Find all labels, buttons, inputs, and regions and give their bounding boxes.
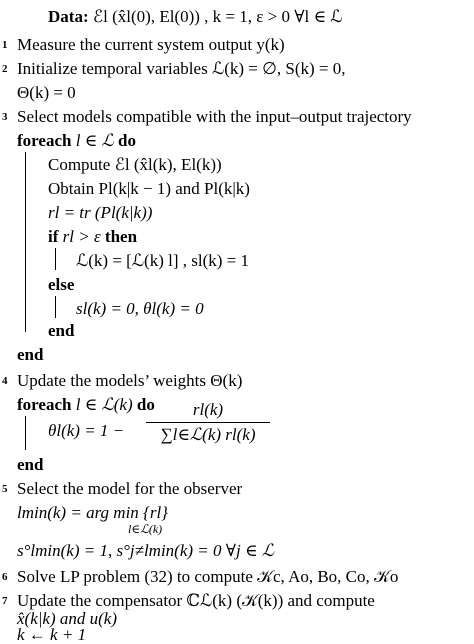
step-6-number: 6 (2, 571, 8, 583)
step-2-text: Initialize temporal variables ℒ(k) = ∅, S(k) = 0, (17, 59, 346, 78)
rl-line: rl = tr (Pl(k|k)) (48, 203, 153, 222)
foreach-keyword-2: foreach (17, 395, 72, 414)
end-if-keyword: end (48, 321, 75, 340)
if-line (48, 226, 137, 248)
if-bar (55, 248, 56, 270)
else-statement: sl(k) = 0, θl(k) = 0 (76, 299, 204, 318)
end-foreach-1: end (17, 345, 44, 364)
loop-2-bar (25, 416, 26, 450)
theta-denominator: ∑l∈ℒ(k) rl(k) (160, 425, 256, 444)
do-keyword: do (118, 131, 136, 150)
foreach-1 (17, 130, 136, 152)
argmin-subscript: l∈ℒ(k) (128, 522, 163, 536)
step-3-text: Select models compatible with the input–output trajectory (17, 107, 412, 126)
data-text: ℰl (x̂l(0), El(0)) , k = 1, ε > 0 ∀l ∈ ℒ (92, 7, 343, 26)
step-1-number: 1 (2, 39, 8, 51)
fraction-rule (146, 422, 270, 423)
step-6-text: Solve LP problem (32) to compute 𝒦c, Ao, Bo, Co, 𝒦o (17, 567, 399, 586)
foreach-2 (17, 394, 155, 416)
step-5-text: Select the model for the observer (17, 479, 243, 498)
theta-lhs: θl(k) = 1 − (48, 421, 125, 440)
do-keyword-2: do (136, 395, 155, 414)
loop-1-bar (25, 152, 26, 332)
step-2-continuation: Θ(k) = 0 (17, 83, 76, 102)
step-4-number: 4 (2, 375, 8, 387)
then-statement: ℒ(k) = [ℒ(k) l] , sl(k) = 1 (76, 251, 250, 270)
foreach-keyword: foreach (17, 131, 72, 150)
step-4-text: Update the models’ weights Θ(k) (17, 371, 243, 390)
if-keyword: if (48, 227, 59, 246)
compute-line: Compute ℰl (x̂l(k), El(k)) (48, 155, 222, 174)
data-line (48, 6, 343, 28)
data-label: Data: (48, 7, 89, 26)
then-keyword: then (104, 227, 138, 246)
theta-numerator: rl(k) (192, 400, 224, 419)
step-7-xhat: x̂(k|k) and u(k) (17, 609, 117, 628)
else-bar (55, 296, 56, 318)
foreach-1-range: l ∈ ℒ (75, 131, 114, 150)
s-assignment-line: s°lmin(k) = 1, s°j≠lmin(k) = 0 ∀j ∈ ℒ (17, 541, 275, 560)
else-keyword: else (48, 275, 75, 294)
obtain-line: Obtain Pl(k|k − 1) and Pl(k|k) (48, 179, 250, 198)
lmin-line: lmin(k) = arg min {rl} (17, 503, 168, 522)
foreach-2-range: l ∈ ℒ(k) (75, 395, 133, 414)
theta-fraction (146, 400, 270, 445)
step-3-number: 3 (2, 111, 8, 123)
if-condition: rl > ε (62, 227, 101, 246)
end-foreach-2: end (17, 455, 44, 474)
step-1-text: Measure the current system output y(k) (17, 35, 285, 54)
step-7-increment: k ← k + 1 (17, 625, 87, 644)
step-5-number: 5 (2, 483, 8, 495)
step-7-number: 7 (2, 595, 8, 607)
step-2-number: 2 (2, 63, 8, 75)
step-7-text: Update the compensator ℂℒ(k) (𝒦(k)) and compute (17, 591, 375, 610)
